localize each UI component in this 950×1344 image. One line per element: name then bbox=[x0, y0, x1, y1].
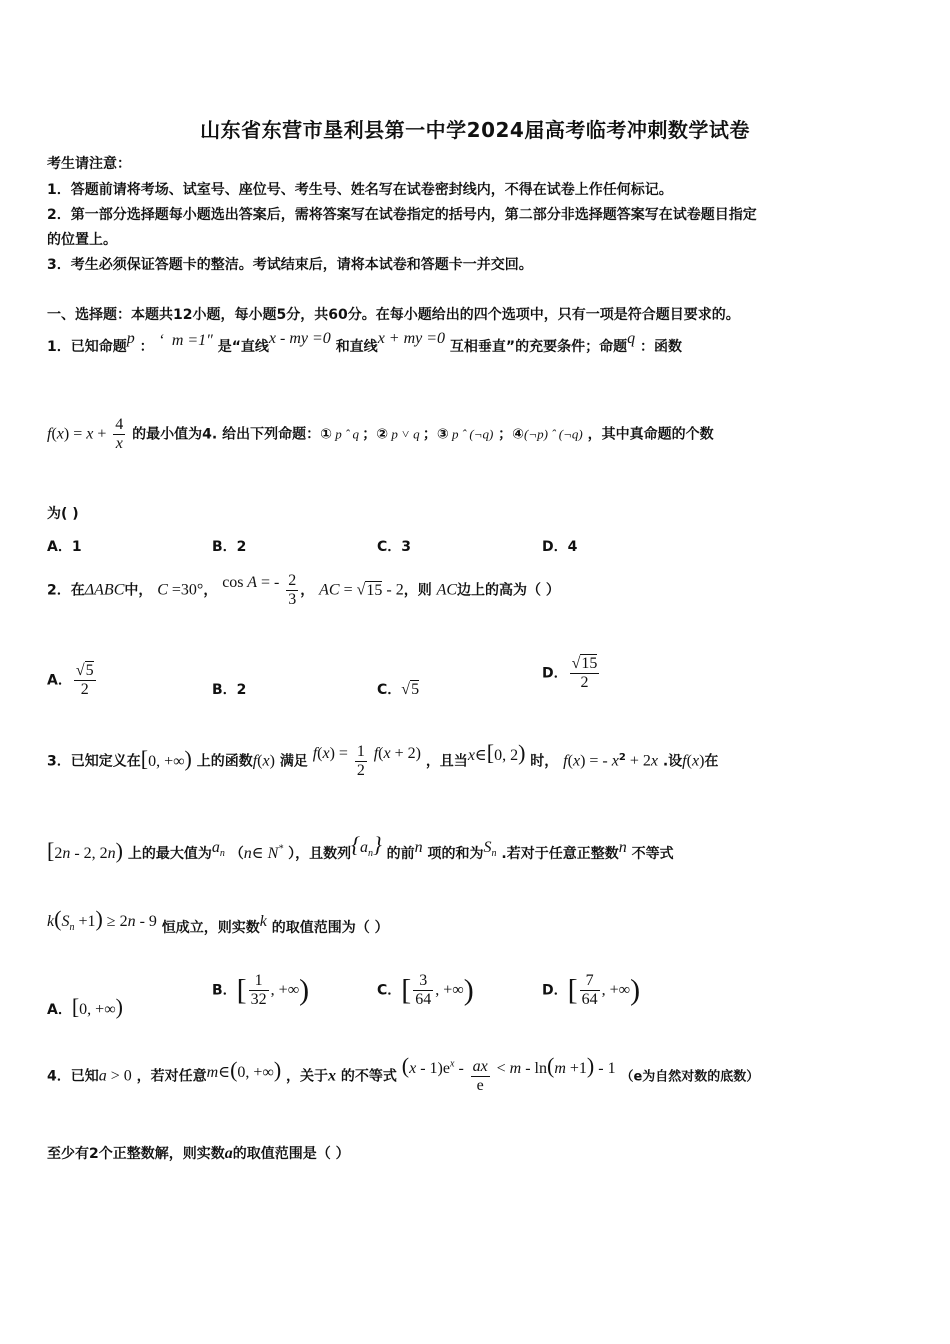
question-1-line-3: 为( ) bbox=[47, 506, 79, 522]
question-1-line-1: 1．已知命题p ： ʻ m =1″ 是“直线x - my =0 和直线x + my =0 互相垂直”的充要条件；命题q ：函数 bbox=[47, 330, 682, 355]
q1-option-d[interactable]: D．4 bbox=[542, 539, 578, 555]
q3-option-d[interactable]: D．[ $\frac{7}{64}$ , +∞) bbox=[542, 972, 641, 1008]
notice-item-2-cont: 的位置上。 bbox=[47, 232, 117, 248]
q1-option-a[interactable]: A．1 bbox=[47, 539, 82, 555]
question-2-line: 2．在ΔABC中， C =30°， cos A = - $\frac{2}{3}$ ， AC = √15 - 2，则 AC边上的高为（ ） bbox=[47, 572, 560, 608]
question-1-line-2: f(x) = x + $\frac{4}{x}$ 的最小值为4. 给出下列命题：① p ˆ q ；② p ˅ q ；③ p ˆ (¬q) ；④(¬p) ˆ (¬q) ，其中真命题的个数 bbox=[47, 416, 714, 452]
notice-item-3: 3．考生必须保证答题卡的整洁。考试结束后，请将本试卷和答题卡一并交回。 bbox=[47, 257, 533, 273]
notice-item-1: 1．答题前请将考场、试室号、座位号、考生号、姓名写在试卷密封线内，不得在试卷上作任何标记。 bbox=[47, 182, 673, 198]
notice-heading: 考生请注意： bbox=[47, 156, 131, 172]
q2-option-b[interactable]: B．2 bbox=[212, 682, 247, 698]
q1-option-c[interactable]: C．3 bbox=[377, 539, 412, 555]
q2-option-c[interactable]: C．√5 bbox=[377, 681, 420, 698]
q3-option-b[interactable]: B．[ $\frac{1}{32}$ , +∞) bbox=[212, 972, 310, 1008]
q2-option-a[interactable]: A． $\frac{√5}{2}$ bbox=[47, 662, 94, 698]
q3-option-a[interactable]: A．[0, +∞) bbox=[47, 994, 123, 1019]
q2-option-d[interactable]: D． $\frac{√15}{2}$ bbox=[542, 655, 598, 691]
question-4-line-2: 至少有2个正整数解，则实数a的取值范围是（ ） bbox=[47, 1145, 350, 1162]
q1-option-b[interactable]: B．2 bbox=[212, 539, 247, 555]
question-3-line-1: 3．已知定义在[0, +∞) 上的函数f(x) 满足 f(x) = $\frac{1}{2}$ f(x + 2) ，且当x∈[0, 2) 时， f(x) = - $x^2 + 2x$ .设f(x)在 bbox=[47, 739, 719, 779]
question-3-line-2: [2n - 2, 2n) 上的最大值为$a_n$ （n∈ N* ），且数列$\{a_n\}$ 的前n 项的和为$S_n$ .若对于任意正整数n 不等式 bbox=[47, 832, 674, 863]
notice-item-2: 2．第一部分选择题每小题选出答案后，需将答案写在试卷指定的括号内，第二部分非选择题答案写在试卷题目指定 bbox=[47, 207, 757, 223]
section-heading: 一、选择题：本题共12小题，每小题5分，共60分。在每小题给出的四个选项中，只有一项是符合题目要求的。 bbox=[47, 307, 740, 323]
question-3-line-3: $k(S_n +1) \ge 2n - 9$ 恒成立，则实数k 的取值范围为（ ） bbox=[47, 906, 389, 936]
exam-title: 山东省东营市垦利县第一中学2024届高考临考冲刺数学试卷 bbox=[200, 118, 750, 142]
q3-option-c[interactable]: C．[ $\frac{3}{64}$ , +∞) bbox=[377, 972, 474, 1008]
question-4-line-1: 4．已知a > 0 ，若对任意m∈(0, +∞) ，关于x 的不等式 $(x - 1)e^x$ - $\frac{ax}{e}$ < m - ln(m +1) - 1 （e为自然对数的底数） bbox=[47, 1052, 760, 1094]
